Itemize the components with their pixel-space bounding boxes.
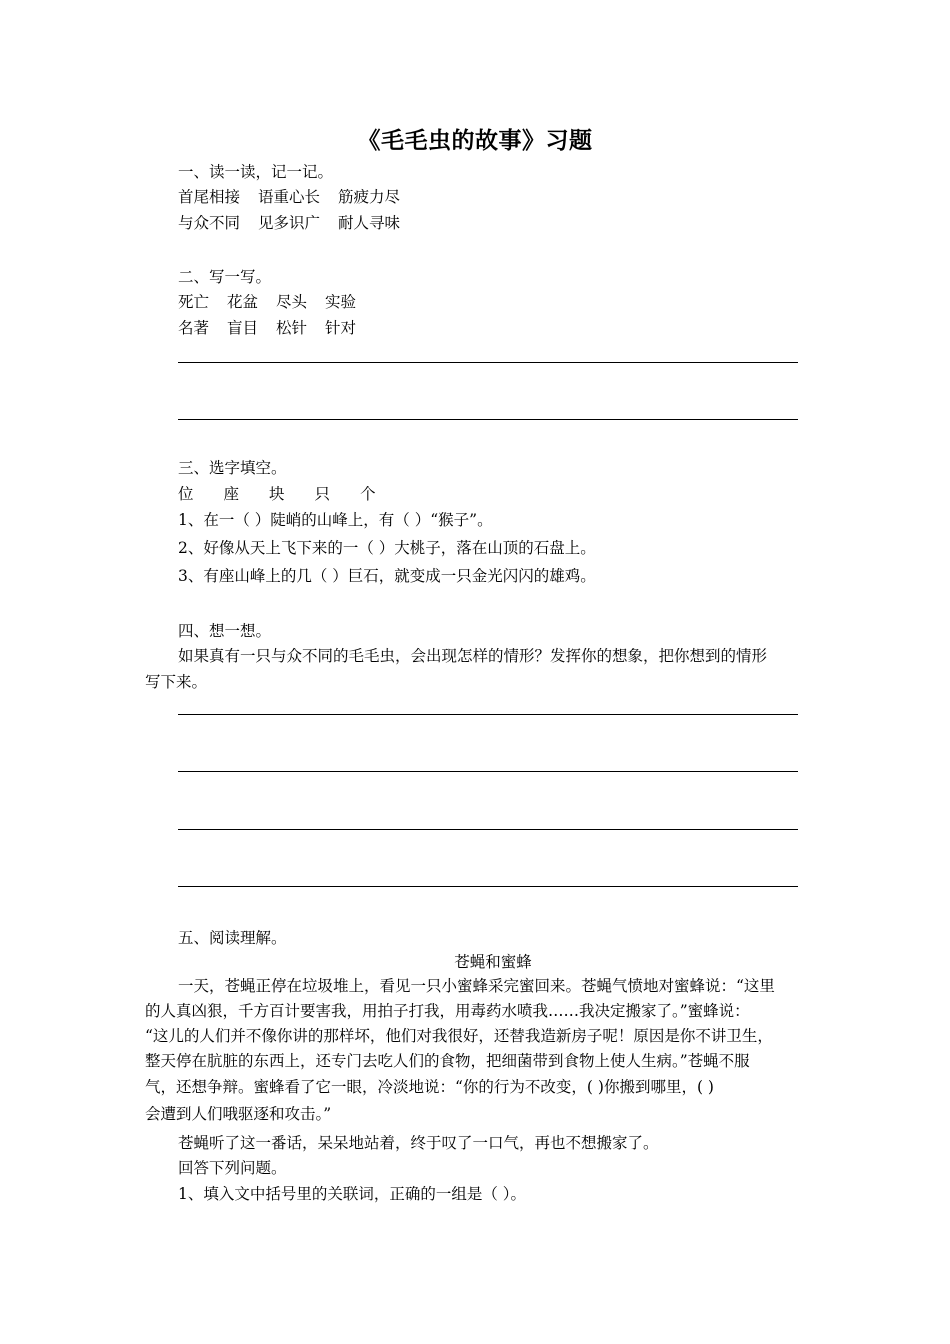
answer-line[interactable] xyxy=(178,714,798,715)
page-title: 《毛毛虫的故事》习题 xyxy=(357,127,593,154)
story-paragraph-2: 苍蝇听了这一番话，呆呆地站着，终于叹了一口气，再也不想搬家了。 xyxy=(178,1134,659,1152)
word: 实验 xyxy=(325,293,357,311)
section4-heading: 四、想一想。 xyxy=(178,622,272,640)
reading-question-1: 1、填入文中括号里的关联词，正确的一组是（ ）。 xyxy=(178,1185,527,1203)
section3-question-1: 1、在一（ ）陡峭的山峰上，有（ ）“猴子”。 xyxy=(178,511,493,529)
word: 花盆 xyxy=(227,293,259,311)
answer-line[interactable] xyxy=(178,419,798,420)
story-title: 苍蝇和蜜蜂 xyxy=(454,953,532,971)
word: 名著 xyxy=(178,319,210,337)
word: 见多识广 xyxy=(258,214,321,232)
section3-question-3: 3、有座山峰上的几（ ）巨石，就变成一只金光闪闪的雄鸡。 xyxy=(178,567,596,585)
word: 尽头 xyxy=(276,293,308,311)
choice-char: 个 xyxy=(360,485,376,503)
section1-heading: 一、读一读，记一记。 xyxy=(178,163,334,181)
answer-line[interactable] xyxy=(178,829,798,830)
word: 针对 xyxy=(325,319,357,337)
word: 筋疲力尽 xyxy=(338,188,401,206)
section3-heading: 三、选字填空。 xyxy=(178,459,287,477)
questions-instruction: 回答下列问题。 xyxy=(178,1159,287,1177)
choice-char: 只 xyxy=(314,485,331,503)
section3-question-2: 2、好像从天上飞下来的一（ ）大桃子，落在山顶的石盘上。 xyxy=(178,539,596,557)
answer-line[interactable] xyxy=(178,771,798,772)
story-line: “这儿的人们并不像你讲的那样坏，他们对我很好，还替我造新房子呢！原因是你不讲卫生， xyxy=(145,1027,773,1045)
choice-char: 座 xyxy=(223,485,240,503)
word: 耐人寻味 xyxy=(338,214,401,232)
section4-prompt-line-2: 写下来。 xyxy=(145,673,208,691)
word: 盲目 xyxy=(227,319,259,337)
story-line: 一天，苍蝇正停在垃圾堆上，看见一只小蜜蜂采完蜜回来。苍蝇气愤地对蜜蜂说：“这里 xyxy=(178,977,775,995)
section2-word-row-2 xyxy=(178,318,374,338)
word: 首尾相接 xyxy=(178,188,241,206)
answer-line[interactable] xyxy=(178,362,798,363)
section5-heading: 五、阅读理解。 xyxy=(178,929,287,947)
section1-word-row-1 xyxy=(178,187,418,207)
section2-word-row-1 xyxy=(178,292,374,312)
section1-word-row-2 xyxy=(178,213,418,233)
section2-heading: 二、写一写。 xyxy=(178,268,272,286)
word: 松针 xyxy=(276,319,308,337)
word: 与众不同 xyxy=(178,214,241,232)
answer-line[interactable] xyxy=(178,886,798,887)
word: 语重心长 xyxy=(258,188,321,206)
word: 死亡 xyxy=(178,293,210,311)
section3-choices xyxy=(178,484,406,504)
choice-char: 位 xyxy=(178,485,194,503)
choice-char: 块 xyxy=(269,485,285,503)
story-line: 会遭到人们哦驱逐和攻击。” xyxy=(145,1105,332,1123)
section4-prompt-line-1: 如果真有一只与众不同的毛毛虫，会出现怎样的情形？发挥你的想象，把你想到的情形 xyxy=(178,647,768,665)
story-line: 的人真凶狠，千方百计要害我，用拍子打我，用毒药水喷我……我决定搬家了。”蜜蜂说： xyxy=(145,1002,750,1020)
story-line: 整天停在肮脏的东西上，还专门去吃人们的食物，把细菌带到食物上使人生病。”苍蝇不服 xyxy=(145,1052,750,1070)
story-line: 气，还想争辩。蜜蜂看了它一眼，冷淡地说：“你的行为不改变，( )你搬到哪里，( ) xyxy=(145,1078,714,1096)
